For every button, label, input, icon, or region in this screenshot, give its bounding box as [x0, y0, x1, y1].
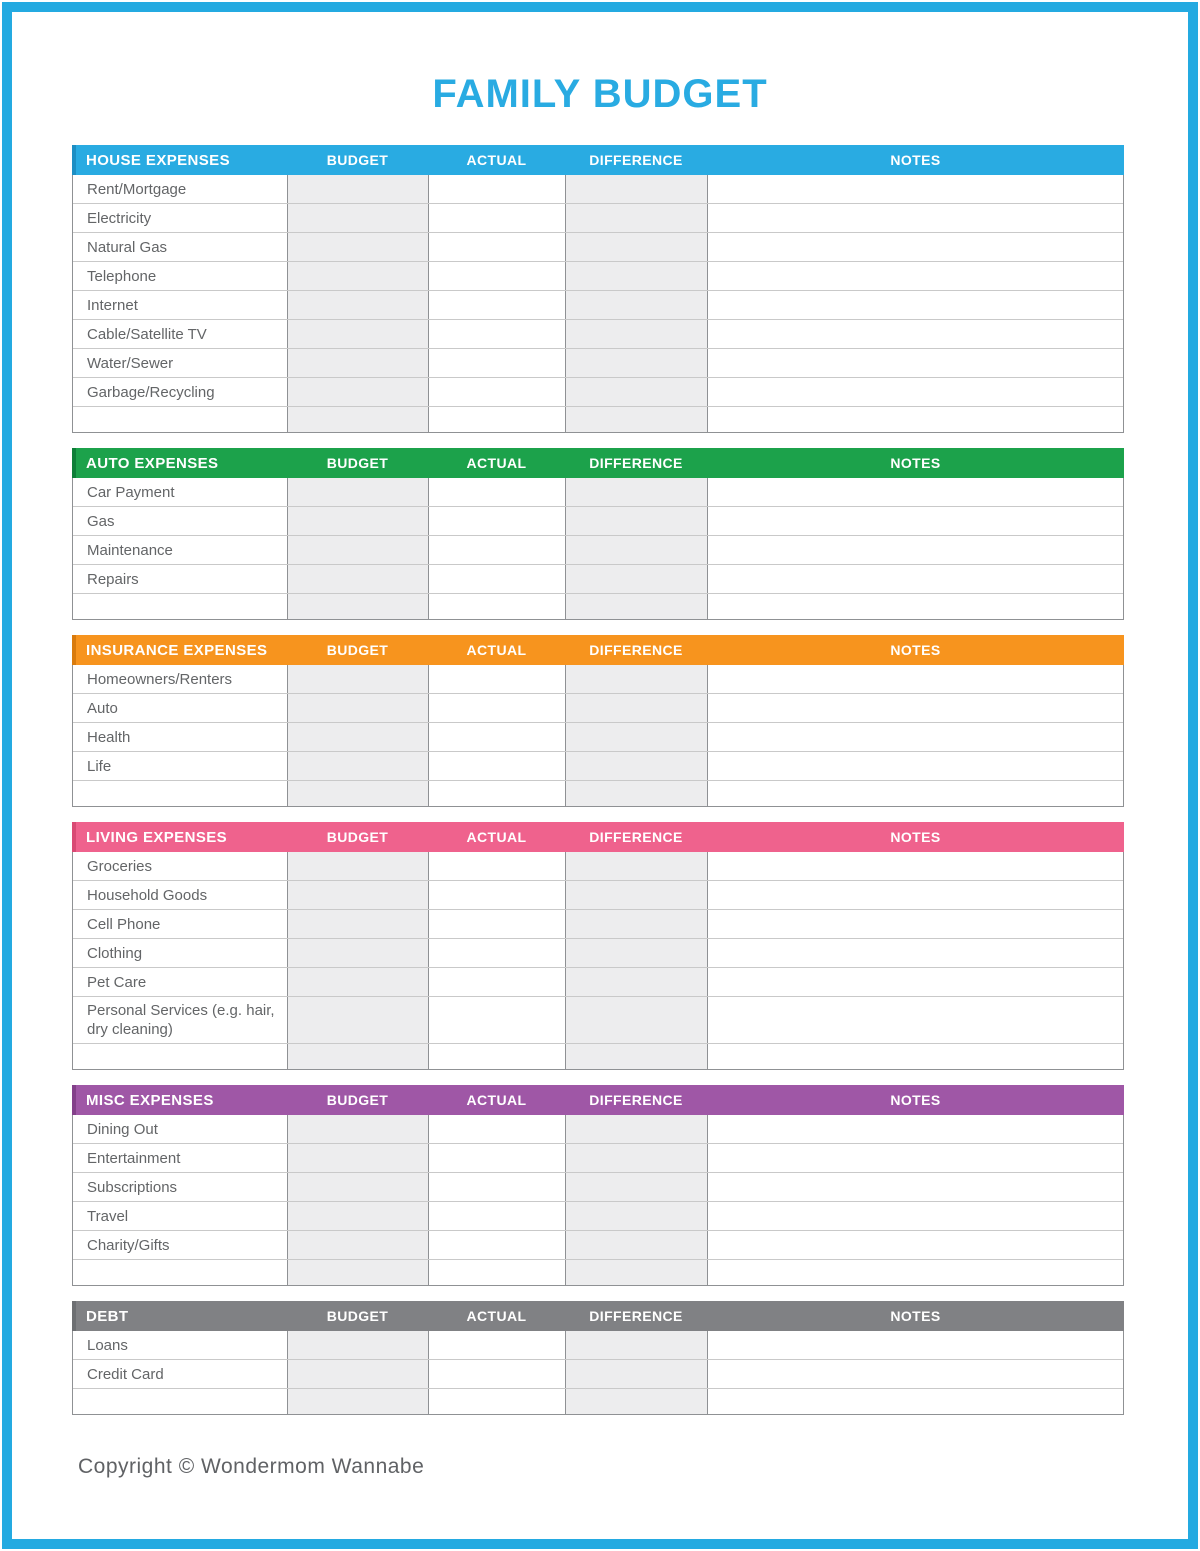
section-body [72, 478, 1124, 620]
table-row [73, 1143, 1123, 1172]
actual-cell [428, 1144, 565, 1172]
difference-cell [565, 910, 707, 938]
difference-cell [565, 407, 707, 432]
actual-cell [428, 665, 565, 693]
actual-cell [428, 1231, 565, 1259]
budget-cell [287, 694, 428, 722]
difference-cell [565, 1389, 707, 1414]
column-header-difference: DIFFERENCE [589, 455, 683, 471]
notes-cell [707, 852, 1123, 880]
row-label: Auto [87, 699, 118, 717]
actual-cell [428, 1115, 565, 1143]
difference-cell [565, 723, 707, 751]
notes-cell [707, 752, 1123, 780]
section-table [72, 1085, 1124, 1286]
row-label: Homeowners/Renters [87, 670, 233, 688]
difference-cell [565, 349, 707, 377]
budget-cell [287, 1389, 428, 1414]
budget-cell [287, 1331, 428, 1359]
difference-cell [565, 852, 707, 880]
row-label: Water/Sewer [87, 354, 174, 372]
notes-cell [707, 910, 1123, 938]
difference-cell [565, 536, 707, 564]
budget-cell [287, 881, 428, 909]
difference-cell [565, 320, 707, 348]
notes-cell [707, 997, 1123, 1043]
budget-cell [287, 320, 428, 348]
row-label: Garbage/Recycling [87, 383, 215, 401]
row-label: Dining Out [87, 1120, 158, 1138]
difference-cell [565, 1144, 707, 1172]
budget-cell [287, 1360, 428, 1388]
row-label [73, 1044, 287, 1069]
column-header-difference: DIFFERENCE [589, 642, 683, 658]
section-table [72, 448, 1124, 620]
actual-cell [428, 1260, 565, 1285]
notes-cell [707, 968, 1123, 996]
row-label: Entertainment [87, 1149, 181, 1167]
difference-cell [565, 1115, 707, 1143]
column-header-notes: NOTES [890, 455, 941, 471]
notes-cell [707, 1260, 1123, 1285]
table-row [73, 290, 1123, 319]
section-table [72, 822, 1124, 1070]
column-header-difference: DIFFERENCE [589, 152, 683, 168]
row-label: Charity/Gifts [87, 1236, 170, 1254]
table-row [73, 232, 1123, 261]
budget-cell [287, 752, 428, 780]
section-header [72, 1301, 1124, 1331]
column-header-notes: NOTES [890, 1092, 941, 1108]
row-label: Maintenance [87, 541, 173, 559]
budget-cell [287, 233, 428, 261]
table-row [73, 1331, 1123, 1359]
actual-cell [428, 233, 565, 261]
table-row [73, 1230, 1123, 1259]
actual-cell [428, 997, 565, 1043]
notes-cell [707, 507, 1123, 535]
budget-cell [287, 378, 428, 406]
row-label: Natural Gas [87, 238, 168, 256]
difference-cell [565, 694, 707, 722]
column-header-difference: DIFFERENCE [589, 1308, 683, 1324]
actual-cell [428, 378, 565, 406]
difference-cell [565, 968, 707, 996]
difference-cell [565, 378, 707, 406]
section-body [72, 852, 1124, 1070]
actual-cell [428, 175, 565, 203]
column-header-budget: BUDGET [326, 1308, 389, 1324]
notes-cell [707, 1144, 1123, 1172]
table-row [73, 693, 1123, 722]
table-row [73, 1115, 1123, 1143]
column-header-budget: BUDGET [326, 642, 389, 658]
notes-cell [707, 478, 1123, 506]
table-row [73, 261, 1123, 290]
row-label: Loans [87, 1336, 128, 1354]
column-header-actual: ACTUAL [466, 455, 527, 471]
actual-cell [428, 594, 565, 619]
row-label: Cable/Satellite TV [87, 325, 207, 343]
section-body [72, 665, 1124, 807]
difference-cell [565, 262, 707, 290]
difference-cell [565, 507, 707, 535]
notes-cell [707, 349, 1123, 377]
notes-cell [707, 1115, 1123, 1143]
table-row [73, 722, 1123, 751]
row-label: Car Payment [87, 483, 175, 501]
budget-cell [287, 852, 428, 880]
budget-cell [287, 939, 428, 967]
column-header-actual: ACTUAL [466, 829, 527, 845]
actual-cell [428, 565, 565, 593]
budget-cell [287, 1260, 428, 1285]
difference-cell [565, 939, 707, 967]
row-label: Rent/Mortgage [87, 180, 187, 198]
row-label: Health [87, 728, 131, 746]
budget-cell [287, 1173, 428, 1201]
row-label: Telephone [87, 267, 157, 285]
section-title: INSURANCE EXPENSES [86, 641, 268, 659]
difference-cell [565, 1260, 707, 1285]
row-label: Cell Phone [87, 915, 161, 933]
table-row [73, 406, 1123, 432]
column-header-notes: NOTES [890, 829, 941, 845]
column-header-actual: ACTUAL [466, 1308, 527, 1324]
notes-cell [707, 939, 1123, 967]
notes-cell [707, 1331, 1123, 1359]
actual-cell [428, 1389, 565, 1414]
difference-cell [565, 1231, 707, 1259]
column-header-budget: BUDGET [326, 152, 389, 168]
difference-cell [565, 291, 707, 319]
actual-cell [428, 723, 565, 751]
difference-cell [565, 478, 707, 506]
notes-cell [707, 1360, 1123, 1388]
actual-cell [428, 752, 565, 780]
section-title: LIVING EXPENSES [86, 828, 228, 846]
budget-cell [287, 910, 428, 938]
section-body [72, 175, 1124, 433]
notes-cell [707, 1173, 1123, 1201]
difference-cell [565, 881, 707, 909]
actual-cell [428, 781, 565, 806]
difference-cell [565, 175, 707, 203]
table-row [73, 535, 1123, 564]
section-table [72, 145, 1124, 433]
budget-cell [287, 1144, 428, 1172]
row-label: Pet Care [87, 973, 147, 991]
section-header [72, 448, 1124, 478]
section-header [72, 822, 1124, 852]
budget-cell [287, 723, 428, 751]
difference-cell [565, 752, 707, 780]
table-row [73, 1259, 1123, 1285]
notes-cell [707, 881, 1123, 909]
table-row [73, 319, 1123, 348]
notes-cell [707, 320, 1123, 348]
row-label: Electricity [87, 209, 152, 227]
row-label: Credit Card [87, 1365, 164, 1383]
notes-cell [707, 723, 1123, 751]
section-table [72, 635, 1124, 807]
budget-cell [287, 349, 428, 377]
actual-cell [428, 262, 565, 290]
sections [72, 145, 1124, 1415]
actual-cell [428, 1360, 565, 1388]
footer-copyright: Copyright © Wondermom Wannabe [78, 1455, 425, 1478]
budget-cell [287, 1231, 428, 1259]
notes-cell [707, 1044, 1123, 1069]
column-header-actual: ACTUAL [466, 1092, 527, 1108]
row-label: Groceries [87, 857, 153, 875]
column-header-notes: NOTES [890, 642, 941, 658]
table-row [73, 909, 1123, 938]
actual-cell [428, 204, 565, 232]
notes-cell [707, 262, 1123, 290]
notes-cell [707, 233, 1123, 261]
budget-cell [287, 478, 428, 506]
table-row [73, 1388, 1123, 1414]
budget-cell [287, 1202, 428, 1230]
table-row [73, 203, 1123, 232]
section-title: HOUSE EXPENSES [86, 151, 230, 169]
notes-cell [707, 1202, 1123, 1230]
notes-cell [707, 1231, 1123, 1259]
budget-cell [287, 968, 428, 996]
row-label: Repairs [87, 570, 139, 588]
table-row [73, 996, 1123, 1043]
difference-cell [565, 997, 707, 1043]
notes-cell [707, 565, 1123, 593]
section-body [72, 1115, 1124, 1286]
section-title: DEBT [86, 1307, 129, 1325]
difference-cell [565, 665, 707, 693]
row-label: Personal Services (e.g. hair, dry cleaning) [87, 1002, 275, 1038]
notes-cell [707, 291, 1123, 319]
budget-cell [287, 665, 428, 693]
row-label: Travel [87, 1207, 129, 1225]
table-row [73, 938, 1123, 967]
budget-cell [287, 565, 428, 593]
section-title: MISC EXPENSES [86, 1091, 214, 1109]
row-label: Subscriptions [87, 1178, 178, 1196]
actual-cell [428, 320, 565, 348]
difference-cell [565, 204, 707, 232]
difference-cell [565, 1360, 707, 1388]
difference-cell [565, 1331, 707, 1359]
row-label: Life [87, 757, 112, 775]
budget-cell [287, 1115, 428, 1143]
column-header-notes: NOTES [890, 152, 941, 168]
difference-cell [565, 1173, 707, 1201]
budget-cell [287, 594, 428, 619]
table-row [73, 1359, 1123, 1388]
table-row [73, 880, 1123, 909]
table-row [73, 506, 1123, 535]
table-row [73, 1172, 1123, 1201]
notes-cell [707, 1389, 1123, 1414]
table-row [73, 377, 1123, 406]
budget-cell [287, 175, 428, 203]
column-header-budget: BUDGET [326, 1092, 389, 1108]
actual-cell [428, 536, 565, 564]
actual-cell [428, 910, 565, 938]
section-header [72, 145, 1124, 175]
notes-cell [707, 175, 1123, 203]
column-header-difference: DIFFERENCE [589, 829, 683, 845]
actual-cell [428, 881, 565, 909]
table-row [73, 1043, 1123, 1069]
budget-cell [287, 291, 428, 319]
table-row [73, 852, 1123, 880]
row-label: Clothing [87, 944, 143, 962]
page-title: FAMILY BUDGET [432, 72, 768, 116]
difference-cell [565, 1044, 707, 1069]
budget-cell [287, 407, 428, 432]
actual-cell [428, 968, 565, 996]
row-label [73, 407, 287, 432]
actual-cell [428, 1202, 565, 1230]
actual-cell [428, 349, 565, 377]
table-row [73, 665, 1123, 693]
difference-cell [565, 1202, 707, 1230]
notes-cell [707, 781, 1123, 806]
budget-cell [287, 997, 428, 1043]
row-label [73, 1260, 287, 1285]
actual-cell [428, 407, 565, 432]
row-label [73, 781, 287, 806]
table-row [73, 593, 1123, 619]
budget-cell [287, 1044, 428, 1069]
budget-cell [287, 781, 428, 806]
actual-cell [428, 939, 565, 967]
notes-cell [707, 665, 1123, 693]
difference-cell [565, 233, 707, 261]
actual-cell [428, 1331, 565, 1359]
table-row [73, 564, 1123, 593]
notes-cell [707, 536, 1123, 564]
table-row [73, 478, 1123, 506]
budget-cell [287, 204, 428, 232]
table-row [73, 780, 1123, 806]
column-header-actual: ACTUAL [466, 152, 527, 168]
actual-cell [428, 694, 565, 722]
row-label: Internet [87, 296, 138, 314]
table-row [73, 751, 1123, 780]
section-table [72, 1301, 1124, 1415]
notes-cell [707, 204, 1123, 232]
column-header-actual: ACTUAL [466, 642, 527, 658]
section-title: AUTO EXPENSES [86, 454, 219, 472]
table-row [73, 175, 1123, 203]
difference-cell [565, 565, 707, 593]
row-label [73, 594, 287, 619]
budget-cell [287, 262, 428, 290]
budget-cell [287, 507, 428, 535]
actual-cell [428, 507, 565, 535]
table-row [73, 1201, 1123, 1230]
column-header-notes: NOTES [890, 1308, 941, 1324]
section-body [72, 1331, 1124, 1415]
table-row [73, 967, 1123, 996]
column-header-budget: BUDGET [326, 455, 389, 471]
actual-cell [428, 478, 565, 506]
actual-cell [428, 291, 565, 319]
section-header [72, 635, 1124, 665]
column-header-budget: BUDGET [326, 829, 389, 845]
notes-cell [707, 694, 1123, 722]
notes-cell [707, 407, 1123, 432]
actual-cell [428, 852, 565, 880]
table-row [73, 348, 1123, 377]
row-label: Household Goods [87, 886, 208, 904]
notes-cell [707, 378, 1123, 406]
difference-cell [565, 781, 707, 806]
row-label [73, 1389, 287, 1414]
section-header [72, 1085, 1124, 1115]
actual-cell [428, 1044, 565, 1069]
notes-cell [707, 594, 1123, 619]
row-label: Gas [87, 512, 115, 530]
budget-cell [287, 536, 428, 564]
column-header-difference: DIFFERENCE [589, 1092, 683, 1108]
actual-cell [428, 1173, 565, 1201]
difference-cell [565, 594, 707, 619]
